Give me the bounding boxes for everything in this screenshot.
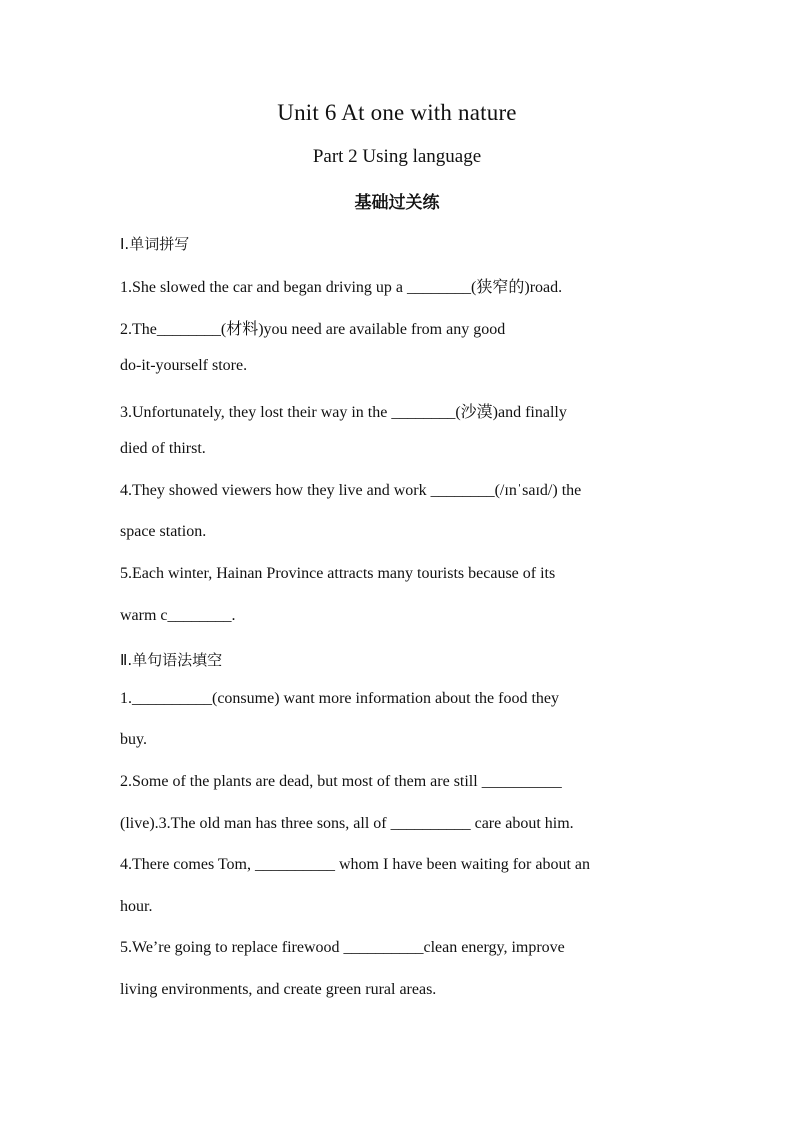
exercise-line: 2.The________(材料)you need are available from any good	[120, 321, 506, 338]
part-heading-spelling: Ⅰ.单词拼写	[120, 235, 190, 253]
exercise-line: 4.They showed viewers how they live and work ________(/ɪnˈsaɪd/) the	[120, 482, 582, 499]
part-heading-grammar: Ⅱ.单句语法填空	[120, 651, 223, 669]
exercise-line: buy.	[120, 731, 147, 748]
exercise-line: 5.Each winter, Hainan Province attracts many tourists because of its	[120, 565, 556, 582]
exercise-line: space station.	[120, 523, 207, 540]
section-heading: 基础过关练	[354, 193, 440, 213]
exercise-line: (live).3.The old man has three sons, all of __________ care about him.	[120, 815, 574, 832]
exercise-line: hour.	[120, 898, 153, 915]
exercise-line: 1.__________(consume) want more information about the food they	[120, 690, 560, 707]
exercise-line: 4.There comes Tom, __________ whom I have been waiting for about an	[120, 856, 591, 873]
exercise-line: warm c________.	[120, 607, 236, 624]
page-subtitle: Part 2 Using language	[312, 146, 482, 167]
exercise-line: living environments, and create green rural areas.	[120, 981, 437, 998]
exercise-line: 3.Unfortunately, they lost their way in the ________(沙漠)and finally	[120, 404, 567, 421]
exercise-line: died of thirst.	[120, 440, 206, 457]
exercise-line: 1.She slowed the car and began driving up a ________(狭窄的)road.	[120, 279, 563, 296]
page-title: Unit 6 At one with nature	[277, 100, 517, 125]
exercise-line: do-it-yourself store.	[120, 357, 248, 374]
exercise-line: 5.We’re going to replace firewood __________clean energy, improve	[120, 939, 565, 956]
exercise-line: 2.Some of the plants are dead, but most of them are still __________	[120, 773, 562, 790]
